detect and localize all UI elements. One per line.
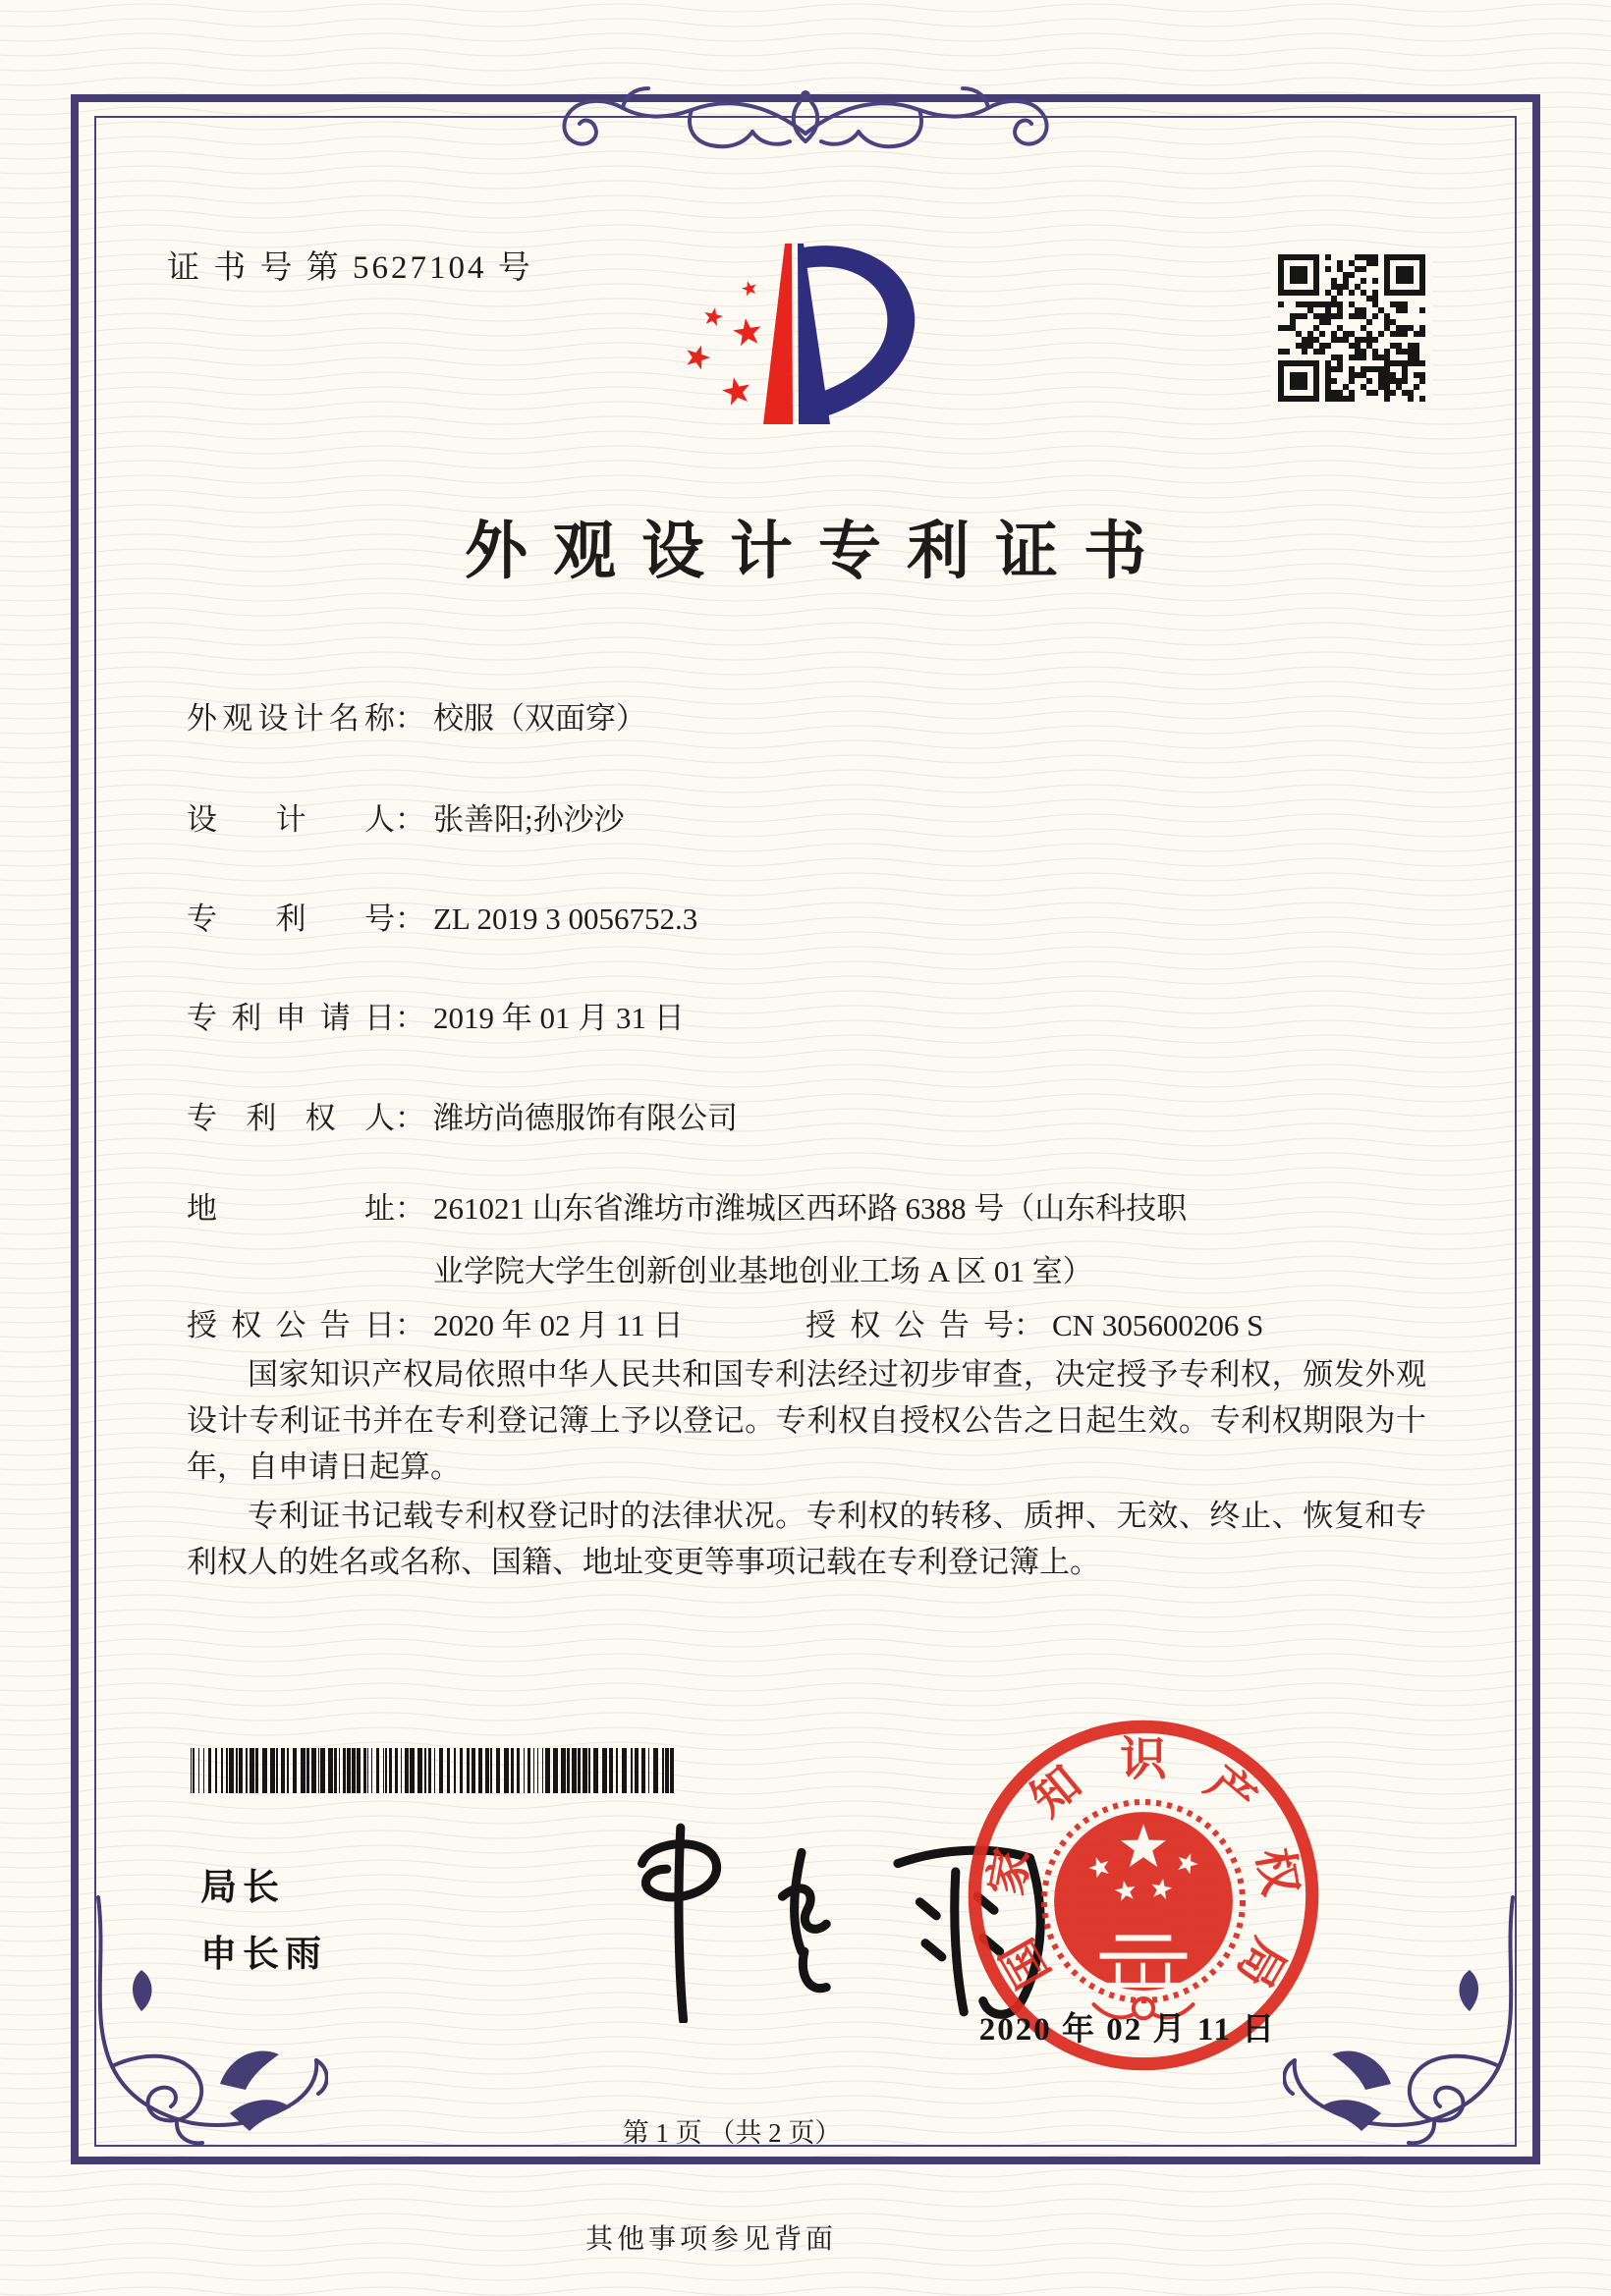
- certificate-number: 证 书 号 第 5627104 号: [167, 250, 533, 286]
- officer-role: 局长: [200, 1867, 285, 1907]
- field-colon: ：: [395, 1308, 425, 1342]
- field-row-patentee: [187, 1093, 1523, 1137]
- field-label: 专利权人: [187, 1101, 395, 1135]
- svg-text:局: 局: [1226, 1930, 1295, 1996]
- field-value: [433, 1177, 1445, 1303]
- field-row-designer: [187, 794, 1523, 839]
- field-colon: ：: [1014, 1308, 1044, 1342]
- field-value: 张善阳;孙沙沙: [433, 802, 625, 837]
- svg-text:识: 识: [1120, 1734, 1167, 1786]
- barcode-icon: [191, 1748, 682, 1795]
- officer-name: 申长雨: [200, 1934, 327, 1974]
- svg-text:知: 知: [1022, 1757, 1091, 1827]
- field-colon: ：: [395, 802, 425, 837]
- field-label: 专利号: [187, 902, 395, 936]
- legal-paragraph-1: 国家知识产权局依照中华人民共和国专利法经过初步审查，决定授予专利权，颁发外观设计专利证书并在专利登记簿上予以登记。专利权自授权公告之日起生效。专利权期限为十年，自申请日起算。: [187, 1357, 1426, 1484]
- field-row-patent-number: [187, 894, 1523, 938]
- field-colon: ：: [395, 1191, 425, 1226]
- svg-text:家: 家: [980, 1844, 1040, 1900]
- field-value: 潍坊尚德服饰有限公司: [433, 1101, 738, 1135]
- grant-date-value: 2020 年 02 月 11 日: [433, 1308, 684, 1342]
- field-row-design-name: [187, 693, 1523, 738]
- logo-red-wedge: [763, 244, 793, 424]
- legal-paragraph-2: 专利证书记载专利权登记时的法律状况。专利权的转移、质押、无效、终止、恢复和专利权人的姓名或名称、国籍、地址变更等事项记载在专利登记簿上。: [187, 1499, 1426, 1579]
- address-line-1: 261021 山东省潍坊市潍城区西环路 6388 号（山东科技职: [433, 1191, 1188, 1226]
- field-label: 授权公告日: [187, 1308, 395, 1342]
- field-value: 2019 年 01 月 31 日: [433, 1001, 685, 1035]
- grant-number-pair: [806, 1300, 1263, 1344]
- field-row-address: [187, 1177, 1523, 1303]
- svg-text:国: 国: [992, 1930, 1061, 1996]
- field-row-grant: [187, 1300, 1523, 1344]
- officer-block: [200, 1854, 327, 1988]
- field-value: ZL 2019 3 0056752.3: [433, 902, 698, 936]
- seal-date: 2020 年 02 月 11 日: [978, 2012, 1277, 2048]
- field-colon: ：: [395, 1001, 425, 1035]
- field-colon: ：: [395, 701, 425, 736]
- field-label: 地址: [187, 1191, 395, 1226]
- address-line-2: 业学院大学生创新创业基地创业工场 A 区 01 室）: [433, 1254, 1093, 1288]
- field-label: 授权公告号: [806, 1308, 1014, 1342]
- certificate-title: 外观设计专利证书: [465, 517, 1172, 586]
- field-colon: ：: [395, 1101, 425, 1135]
- field-colon: ：: [395, 902, 425, 936]
- field-row-filing-date: [187, 993, 1523, 1037]
- back-note: 其他事项参见背面: [584, 2224, 837, 2255]
- cnipa-logo-icon: [681, 242, 920, 434]
- national-emblem: [1044, 1802, 1243, 2018]
- field-label: 设计人: [187, 802, 395, 837]
- field-label: 外观设计名称: [187, 701, 395, 736]
- grant-number-value: CN 305600206 S: [1052, 1308, 1264, 1342]
- svg-text:产: 产: [1195, 1757, 1265, 1827]
- qr-code-icon: [1271, 247, 1432, 409]
- svg-text:权: 权: [1247, 1844, 1306, 1900]
- field-value: 校服（双面穿）: [433, 701, 646, 736]
- page-number: 第 1 页 （共 2 页）: [622, 2118, 842, 2148]
- field-label: 专利申请日: [187, 1001, 395, 1035]
- top-scroll-ornament-icon: [546, 82, 1065, 181]
